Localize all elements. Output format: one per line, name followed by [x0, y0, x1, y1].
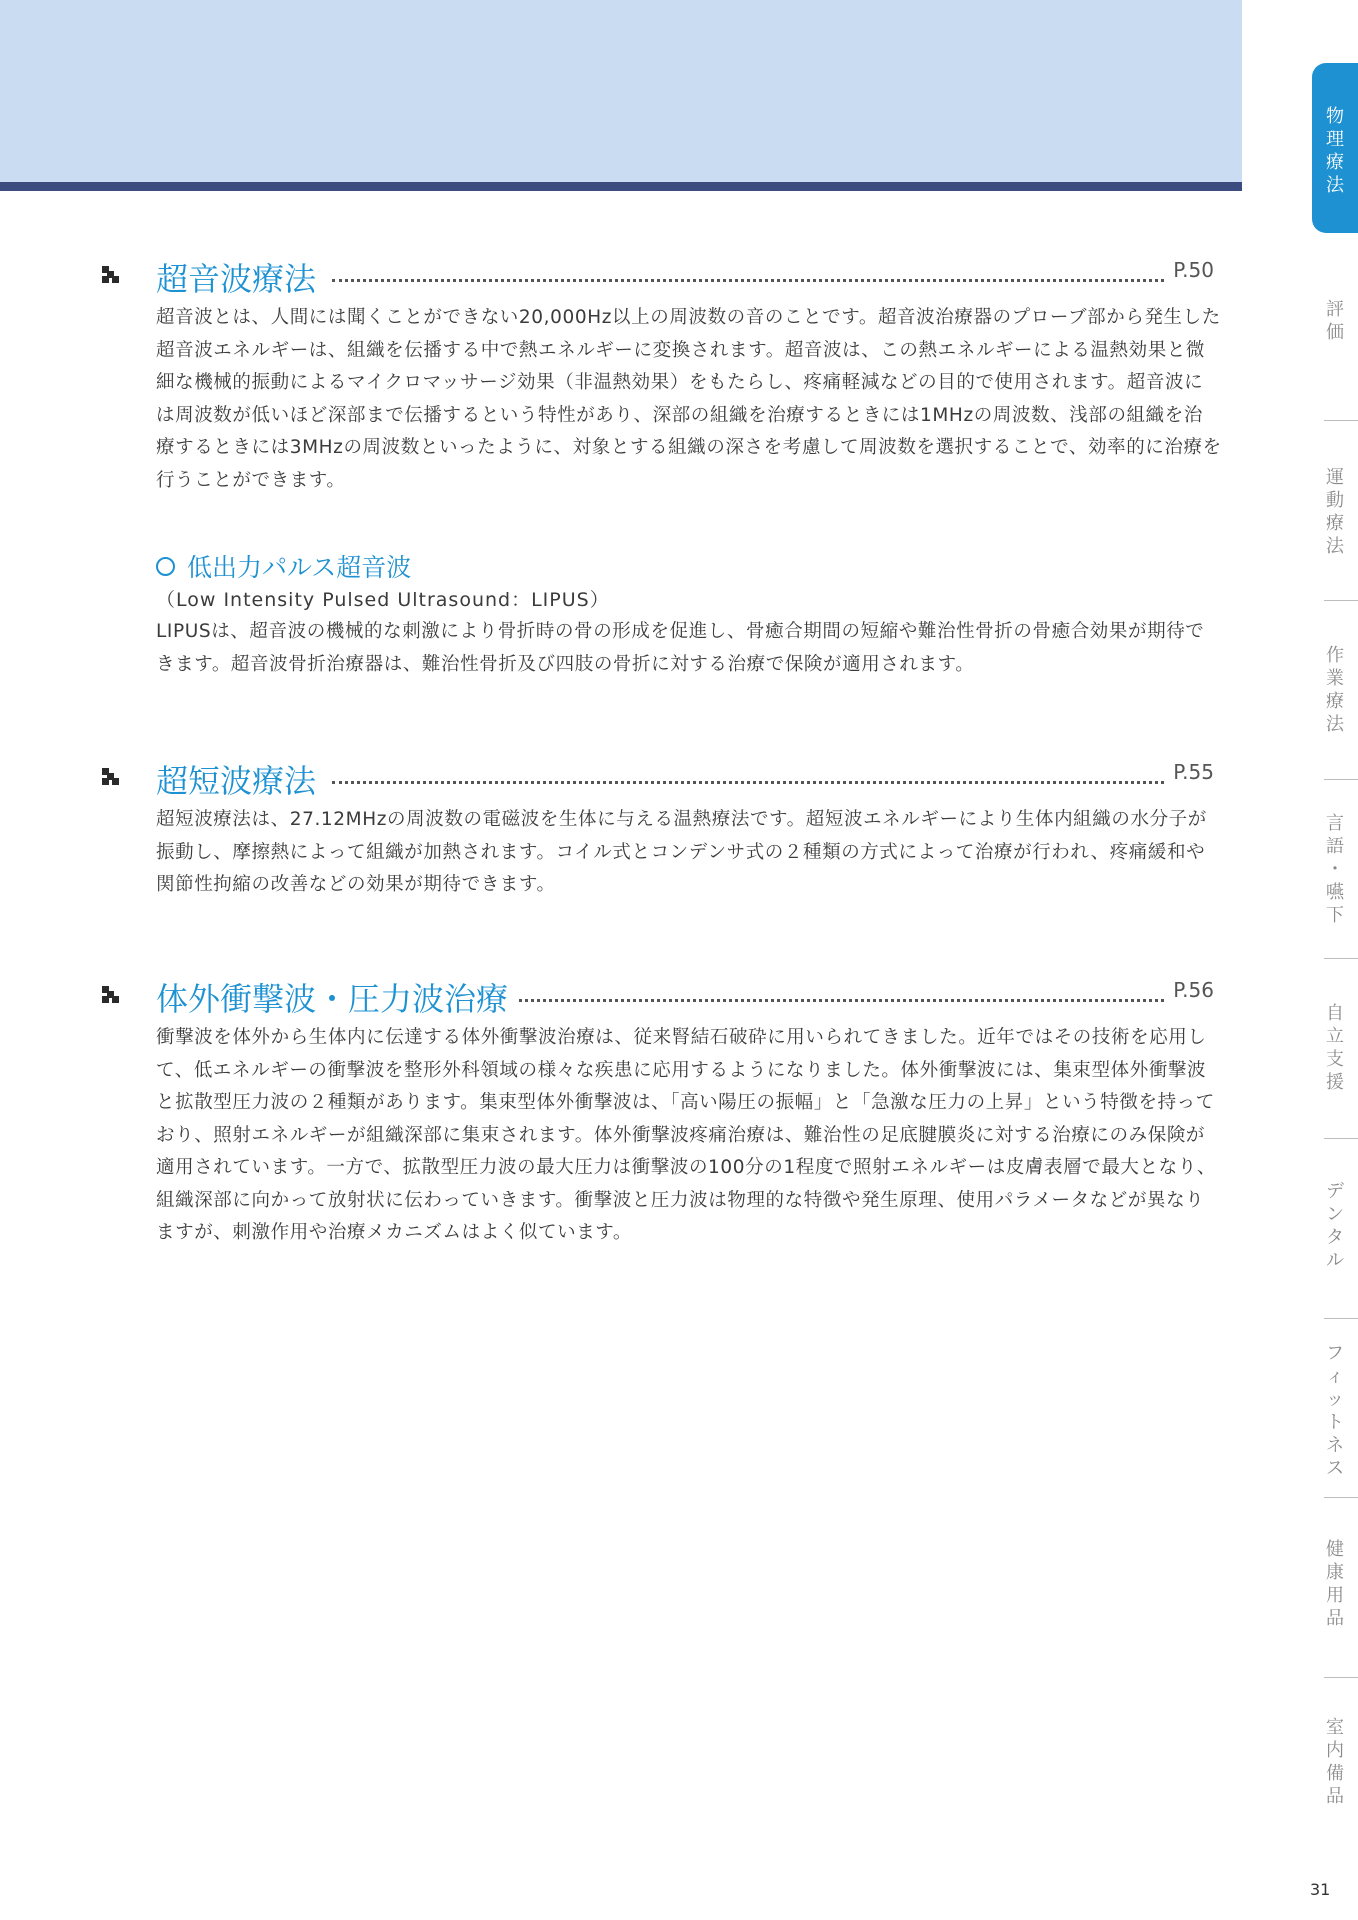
page-number: 31 [1310, 1880, 1331, 1899]
side-nav-label-char: 法 [1326, 536, 1344, 557]
side-nav-label-char: 言 [1326, 813, 1344, 834]
side-nav-label-char: 室 [1326, 1717, 1344, 1738]
side-nav-label-char: 法 [1326, 175, 1344, 196]
side-nav-tab-health-goods[interactable] [1312, 1538, 1358, 1630]
circle-bullet-icon [156, 557, 175, 576]
side-nav-label [1312, 1538, 1358, 1630]
section-title: 超短波療法 [156, 756, 326, 802]
section-heading [102, 760, 1222, 804]
side-nav-label-char: ス [1326, 1458, 1344, 1479]
subsection-title [156, 548, 411, 584]
side-nav-label-char: タ [1326, 1227, 1344, 1248]
side-nav-label-char: 立 [1326, 1026, 1344, 1047]
side-nav-label-char: 用 [1326, 1585, 1344, 1606]
section-shockwave [102, 978, 1222, 1250]
side-nav-label-char: 援 [1326, 1072, 1344, 1093]
side-nav-divider [1324, 1318, 1358, 1319]
header-rule [0, 182, 1242, 191]
section-body: 超音波とは、人間には聞くことができない20,000Hz以上の周波数の音のことです。超音波治療器のプローブ部から発生した超音波エネルギーは、組織を伝播する中で熱エネルギーに変換されます。超音波は、この熱エネルギーによる温熱効果と微細な機械的振動によるマイクロマッサージ効果（非温熱効果）をもたらし、疼痛軽減などの目的で使用されます。超音波には周波数が低いほど深部まで伝播するという特性があり、深部の組織を治療するときには1MHzの周波数、浅部の組織を治療するときには3MHzの周波数といったように、対象とする組織の深さを考慮して周波数を選択することで、効率的に治療を行うことができます。 [156, 307, 1222, 491]
side-nav-tab-speech-swallowing[interactable] [1312, 812, 1358, 927]
page-reference-link[interactable]: P.50 [1167, 258, 1214, 282]
side-nav-divider [1324, 958, 1358, 959]
section-heading [102, 258, 1222, 302]
side-nav-label-char: 作 [1326, 645, 1344, 666]
side-nav-tab-fitness[interactable] [1312, 1342, 1358, 1480]
side-nav-label [1312, 1002, 1358, 1094]
page-reference-link[interactable]: P.55 [1167, 760, 1214, 784]
section-heading [102, 978, 1222, 1022]
side-nav-label-char: 品 [1326, 1608, 1344, 1629]
side-nav-label-char: ネ [1326, 1435, 1344, 1456]
section-body: 超短波療法は、27.12MHzの周波数の電磁波を生体に与える温熱療法です。超短波エネルギーにより生体内組織の水分子が振動し、摩擦熱によって組織が加熱されます。コイル式とコンデンサ式の２種類の方式によって治療が行われ、疼痛緩和や関節性拘縮の改善などの効果が期待できます。 [156, 809, 1207, 895]
leader-dots [332, 279, 1164, 282]
side-nav-divider [1324, 1497, 1358, 1498]
side-nav-label-char: ン [1326, 1204, 1344, 1225]
side-nav-label-char: 理 [1326, 129, 1344, 150]
side-nav-label-char: 療 [1326, 513, 1344, 534]
side-nav-divider [1324, 779, 1358, 780]
side-nav-label [1312, 644, 1358, 736]
side-nav-label-char: ィ [1326, 1366, 1344, 1387]
side-nav-tab-evaluation[interactable] [1312, 298, 1358, 344]
side-nav-label-char: 支 [1326, 1049, 1344, 1070]
side-nav-label [1312, 1180, 1358, 1272]
side-nav-tab-physical-therapy[interactable] [1312, 63, 1358, 233]
subsection-title-text: 低出力パルス超音波 [187, 553, 412, 582]
side-nav-label-char: 語 [1326, 836, 1344, 857]
side-nav-tab-indoor-equipment[interactable] [1312, 1716, 1358, 1808]
side-nav-label-char: 価 [1326, 322, 1344, 343]
side-nav-label [1312, 298, 1358, 344]
side-nav-tab-dental[interactable] [1312, 1180, 1358, 1272]
side-nav-tab-independence-support[interactable] [1312, 1002, 1358, 1094]
side-nav-label-char: 康 [1326, 1562, 1344, 1583]
side-nav-label-char: 内 [1326, 1740, 1344, 1761]
side-nav-label [1312, 466, 1358, 558]
side-nav-label-char: 自 [1326, 1003, 1344, 1024]
subsection-english: （Low Intensity Pulsed Ultrasound：LIPUS） [156, 589, 610, 611]
side-nav-label-char: ・ [1326, 859, 1344, 880]
side-nav-label-char: 動 [1326, 490, 1344, 511]
side-nav [1306, 0, 1358, 1920]
section-title: 体外衝撃波・圧力波治療 [156, 974, 518, 1020]
side-nav-label [1312, 1342, 1358, 1480]
side-nav-label-char: デ [1326, 1181, 1344, 1202]
section-bullet-icon [102, 768, 119, 785]
side-nav-label-char: ッ [1326, 1389, 1344, 1410]
section-body: 衝撃波を体外から生体内に伝達する体外衝撃波治療は、従来腎結石破砕に用いられてきました。近年ではその技術を応用して、低エネルギーの衝撃波を整形外科領域の様々な疾患に応用するようになりました。体外衝撃波には、集束型体外衝撃波と拡散型圧力波の２種類があります。集束型体外衝撃波は、「高い陽圧の振幅」と「急激な圧力の上昇」という特徴を持っており、照射エネルギーが組織深部に集束されます。体外衝撃波疼痛治療は、難治性の足底腱膜炎に対する治療にのみ保険が適用されています。一方で、拡散型圧力波の最大圧力は衝撃波の100分の1程度で照射エネルギーは皮膚表層で最大となり、組織深部に向かって放射状に伝わっていきます。衝撃波と圧力波は物理的な特徴や発生原理、使用パラメータなどが異なりますが、刺激作用や治療メカニズムはよく似ています。 [156, 1027, 1216, 1243]
section-bullet-icon [102, 266, 119, 283]
side-nav-label [1312, 812, 1358, 927]
side-nav-label-char: ト [1326, 1412, 1344, 1433]
side-nav-label [1312, 105, 1358, 197]
section-ultrasound [102, 258, 1222, 497]
side-nav-label-char: フ [1326, 1343, 1344, 1364]
side-nav-label-char: 嚥 [1326, 882, 1344, 903]
side-nav-label-char: ル [1326, 1250, 1344, 1271]
section-bullet-icon [102, 986, 119, 1003]
side-nav-label-char: 下 [1326, 905, 1344, 926]
section-shortwave [102, 760, 1222, 902]
side-nav-divider [1324, 1138, 1358, 1139]
side-nav-label-char: 療 [1326, 691, 1344, 712]
side-nav-label-char: 業 [1326, 668, 1344, 689]
leader-dots [332, 781, 1164, 784]
side-nav-label [1312, 1716, 1358, 1808]
side-nav-label-char: 備 [1326, 1763, 1344, 1784]
side-nav-tab-occupational-therapy[interactable] [1312, 644, 1358, 736]
side-nav-divider [1324, 420, 1358, 421]
side-nav-label-char: 法 [1326, 714, 1344, 735]
side-nav-label-char: 評 [1326, 299, 1344, 320]
side-nav-divider [1324, 600, 1358, 601]
side-nav-label-char: 物 [1326, 106, 1344, 127]
side-nav-tab-exercise-therapy[interactable] [1312, 466, 1358, 558]
side-nav-label-char: 健 [1326, 1539, 1344, 1560]
page-reference-link[interactable]: P.56 [1167, 978, 1214, 1002]
side-nav-divider [1324, 1677, 1358, 1678]
side-nav-label-char: 運 [1326, 467, 1344, 488]
side-nav-label-char: 品 [1326, 1786, 1344, 1807]
subsection-body: LIPUSは、超音波の機械的な刺激により骨折時の骨の形成を促進し、骨癒合期間の短縮や難治性骨折の骨癒合効果が期待できます。超音波骨折治療器は、難治性骨折及び四肢の骨折に対する治療で保険が適用されます。 [156, 621, 1205, 675]
header-band [0, 0, 1242, 182]
side-nav-label-char: 療 [1326, 152, 1344, 173]
section-title: 超音波療法 [156, 254, 326, 300]
